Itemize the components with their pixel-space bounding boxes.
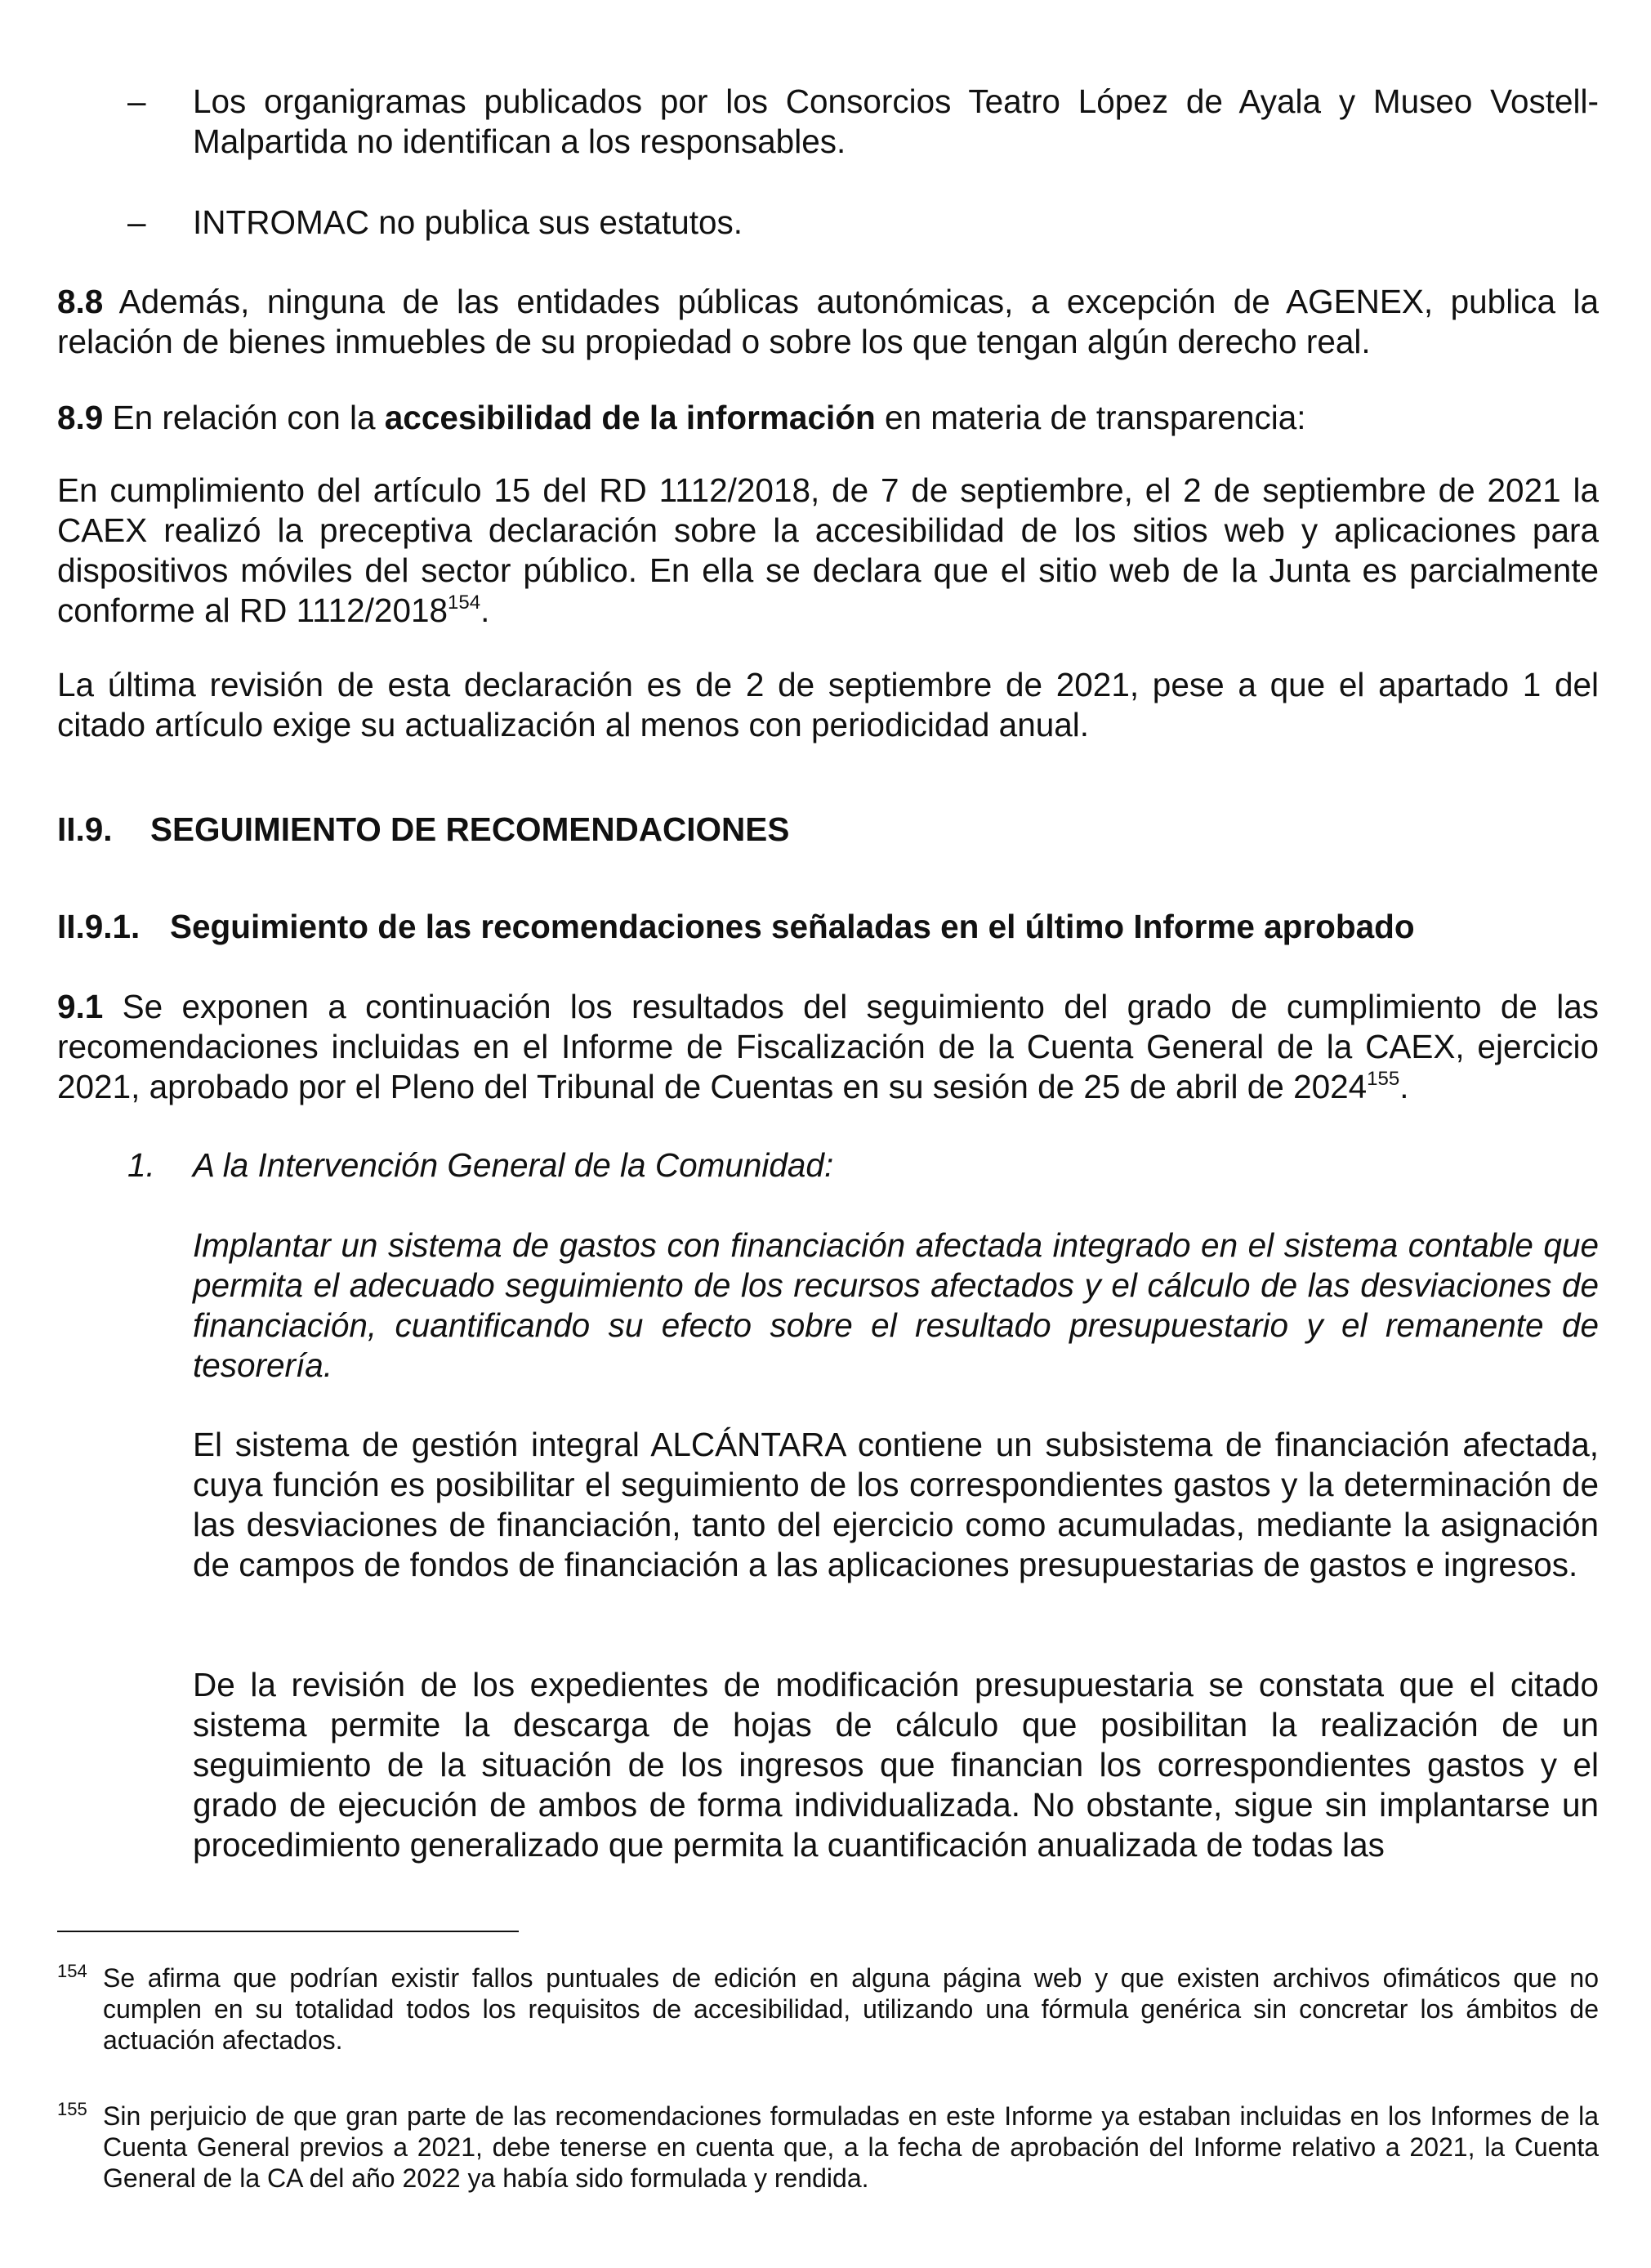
recommendation-text: Implantar un sistema de gastos con financiación afectada integrado en el sistema contable que permita el adecuado seguimiento de los recursos afectados y el cálculo de las desviaciones de financiación, cuantificando su efecto sobre el resultado presupuestario y el remanente de tesorería.	[193, 1226, 1599, 1384]
paragraph-text: En cumplimiento del artículo 15 del RD 1112/2018, de 7 de septiembre, el 2 de septiembre de 2021 la CAEX realizó la preceptiva declaración sobre la accesibilidad de los sitios web y aplicaciones para dispositivos móviles del sector público. En ella se declara que el sitio web de la Junta es parcialmente conforme al RD 1112/2018	[57, 471, 1599, 629]
paragraph-text: Además, ninguna de las entidades públicas autonómicas, a excepción de AGENEX, publica la relación de bienes inmuebles de su propiedad o sobre los que tengan algún derecho real.	[57, 283, 1599, 360]
paragraph-revision: La última revisión de esta declaración es de 2 de septiembre de 2021, pese a que el apartado 1 del citado artículo exige su actualización al menos con periodicidad anual.	[57, 666, 1599, 743]
paragraph-8-8	[57, 282, 1599, 362]
footnote-separator	[57, 1931, 519, 1932]
footnote-155	[57, 2101, 1599, 2194]
heading-title: Seguimiento de las recomendaciones señaladas en el último Informe aprobado	[170, 908, 1415, 945]
paragraph-8-9	[57, 398, 1599, 438]
paragraph-number: 8.9	[57, 399, 104, 436]
paragraph-text: en materia de transparencia:	[875, 399, 1306, 436]
footnote-number: 154	[57, 1961, 87, 1981]
list-number: 1.	[127, 1146, 155, 1184]
heading-title: SEGUIMIENTO DE RECOMENDACIONES	[150, 810, 790, 848]
bullet-text: INTROMAC no publica sus estatutos.	[193, 203, 743, 241]
paragraph-alcantara: El sistema de gestión integral ALCÁNTARA contiene un subsistema de financiación afectada, cuya función es posibilitar el seguimiento de los correspondientes gastos y la determinación de las desviaciones de financiación, tanto del ejercicio como acumuladas, mediante la asignación de campos de fondos de financiación a las aplicaciones presupuestarias de gastos e ingresos.	[193, 1426, 1599, 1583]
footnote-154	[57, 1962, 1599, 2056]
emphasis-text: accesibilidad de la información	[384, 399, 876, 436]
paragraph-number: 8.8	[57, 283, 104, 320]
footnote-text: Se afirma que podrían existir fallos puntuales de edición en alguna página web y que existen archivos ofimáticos que no cumplen en su totalidad todos los requisitos de accesibilidad, utilizando una fórmula genérica sin concretar los ámbitos de actuación afectados.	[103, 1963, 1599, 2055]
paragraph-end: .	[1399, 1068, 1409, 1105]
heading-number: II.9.1.	[57, 908, 141, 945]
footnote-ref-154[interactable]: 154	[448, 592, 481, 614]
heading-number: II.9.	[57, 810, 113, 848]
section-heading-ii-9-1	[57, 907, 1415, 947]
footnote-text: Sin perjuicio de que gran parte de las recomendaciones formuladas en este Informe ya estaban incluidas en los Informes de la Cuenta General previos a 2021, debe tenerse en cuenta que, a la fecha de aprobación del Informe relativo a 2021, la Cuenta General de la CA del año 2022 ya había sido formulada y rendida.	[103, 2101, 1599, 2193]
bullet-text: Los organigramas publicados por los Consorcios Teatro López de Ayala y Museo Vostell-Malpartida no identifican a los responsables.	[193, 83, 1599, 160]
paragraph-revision-expedientes: De la revisión de los expedientes de modificación presupuestaria se constata que el citado sistema permite la descarga de hojas de cálculo que posibilitan la realización de un seguimiento de la situación de los ingresos que financian los correspondientes gastos y el grado de ejecución de ambos de forma individualizada. No obstante, sigue sin implantarse un procedimiento generalizado que permita la cuantificación anualizada de todas las	[193, 1666, 1599, 1864]
list-item-title: A la Intervención General de la Comunidad:	[193, 1146, 834, 1184]
paragraph-number: 9.1	[57, 988, 104, 1025]
paragraph-text: Se exponen a continuación los resultados del seguimiento del grado de cumplimiento de las recomendaciones incluidas en el Informe de Fiscalización de la Cuenta General de la CAEX, ejercicio 2021, aprobado por el Pleno del Tribunal de Cuentas en su sesión de 25 de abril de 2024	[57, 988, 1599, 1105]
paragraph-end: .	[480, 592, 490, 629]
section-heading-ii-9	[57, 810, 789, 850]
footnote-number: 155	[57, 2099, 87, 2119]
paragraph-9-1	[57, 987, 1599, 1107]
footnote-ref-155[interactable]: 155	[1367, 1068, 1400, 1090]
paragraph-text: En relación con la	[103, 399, 385, 436]
dash-marker: –	[127, 83, 146, 120]
paragraph-cumplimiento	[57, 471, 1599, 631]
dash-marker: –	[127, 203, 146, 241]
